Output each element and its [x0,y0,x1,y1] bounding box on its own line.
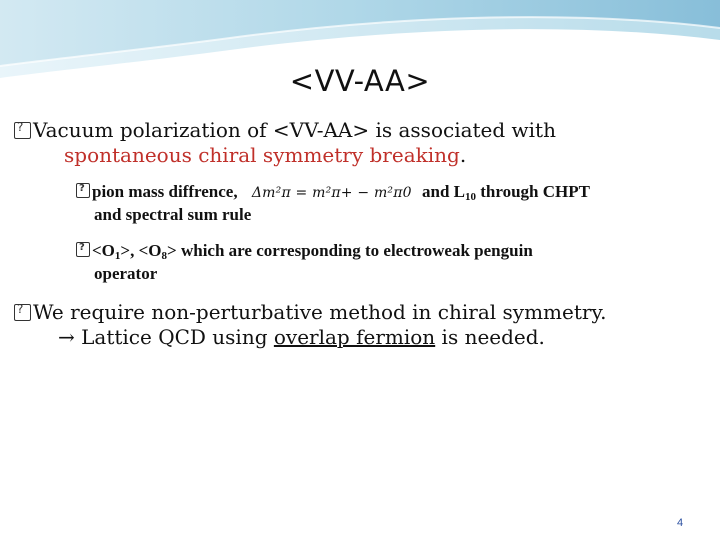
bullet-2 [14,300,694,350]
missing-glyph-bullet-icon [76,242,90,257]
pion-mass-formula: Δm²π = m²π+ − m²π0 [251,185,412,201]
sub-bullet-pion: ?pion mass diffrence, Δm²π = m²π+ − m²π0 and $L_{10}$ through CHPT and spectral sum rule [76,181,686,226]
missing-glyph-bullet-icon [76,183,90,198]
sub-bullet-operators-line2: operator [94,264,158,284]
sub-bullet-pion-line2: and spectral sum rule [94,205,252,225]
page-number: 4 [677,517,684,529]
chiral-breaking-phrase: spontaneous chiral symmetry breaking [64,143,460,167]
overlap-fermion-phrase: overlap fermion [273,325,436,349]
bullet-2-line1: We require non-perturbative method in chiral symmetry. [33,300,607,324]
missing-glyph-bullet-icon [14,304,31,321]
sub-bullet-operators: $?<O_1>$, $<O_8>$ which are corresponding to electroweak penguin operator [76,240,686,285]
bullet-1-line1: Vacuum polarization of <VV-AA> is associated with [33,118,556,142]
missing-glyph-bullet-icon [14,122,31,139]
slide-title: <VV-AA> [289,64,431,98]
bullet-2-line2: → Lattice QCD using overlap fermion is needed. [58,325,545,349]
bullet-1 [14,118,694,168]
arrow-icon: → [58,325,75,349]
bullet-1-line2: spontaneous chiral symmetry breaking. [64,143,467,167]
